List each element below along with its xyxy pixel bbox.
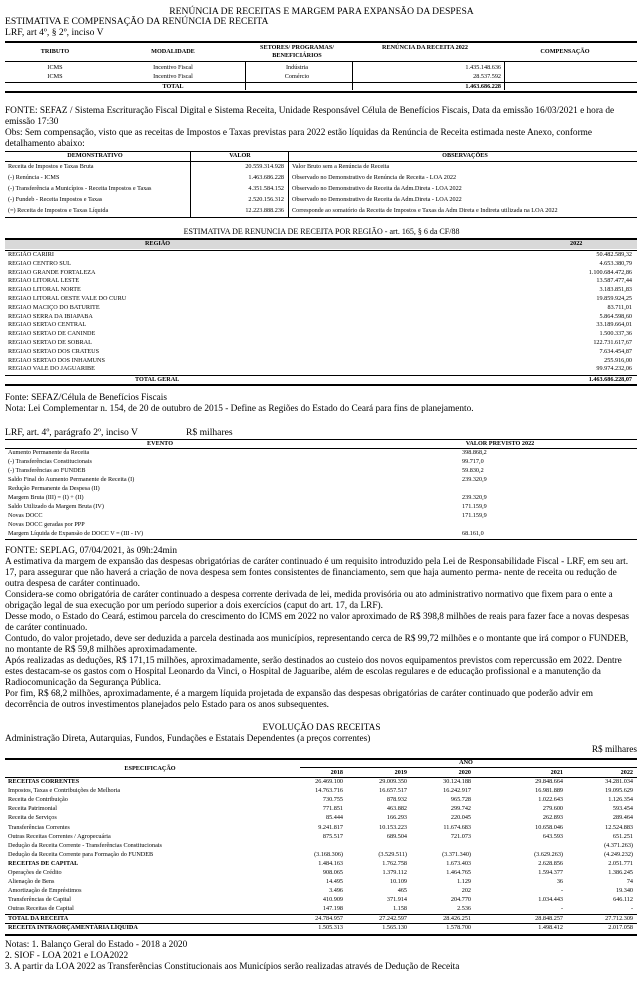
cell-especificacao: Operações de Crédito [8,869,62,876]
cell-valor: 11.674.683 [443,823,471,831]
cell-valor: 1.386.245 [608,869,633,876]
cell-valor: 10.153.223 [379,823,407,831]
cell-valor: 28.426.251 [443,914,471,922]
cell-valor: 19.095.629 [605,787,633,795]
region-table-title: ESTIMATIVA DE RENUNCIA DE RECEITA POR REGIÃO - art. 165, § 6 da CF/88 [183,227,460,236]
cell-regiao: REGIAO LITORAL NORTE [8,286,81,294]
cell-demonstrativo: (-) Transferência a Municípios - Receita Impostos e Taxas [8,185,152,192]
cell-regiao: REGIAO CENTRO SUL [8,259,71,267]
cell-valor: 10.658.046 [535,823,563,831]
total-value: 1.463.686.228 [465,83,501,90]
cell-valor: (4.371.263) [604,841,633,849]
cell-valor: 13.587.477,44 [596,277,632,285]
cell-valor: 4.351.584.152 [248,185,284,192]
cell-valor: 171.159,9 [462,512,487,519]
page-title: RENÚNCIA DE RECEITAS E MARGEM PARA EXPANSÃO DA DESPESA [169,6,474,17]
cell-especificacao: Receita Patrimonial [8,805,57,813]
cell-valor: 721.073 [450,832,471,840]
cell-valor: 9.241.817 [318,823,343,831]
cell-modalidade: Incentivo Fiscal [153,73,193,80]
cell-valor: 14.495 [325,878,343,886]
year-header: 2018 [330,769,343,776]
cell-valor: (3.529.511) [378,850,407,858]
cell-valor: 30.124.188 [443,778,471,785]
cell-valor: 29.009.350 [379,778,407,785]
region-total-value: 1.463.686.228,07 [588,376,632,383]
col-header-tributo: TRIBUTO [40,48,70,55]
table-rule [5,384,637,386]
cell-valor: 1.463.686.228 [248,174,284,181]
paragraph: Desse modo, o Estado do Ceará, estimou parcela do crescimento do ICMS em 2022 no valor aproximado de R$ 398,8 milhões de reais para fazer face a novas despesas de caráter continuado. [5,612,629,633]
cell-tributo: ICMS [47,73,63,80]
cell-valor: 2.536 [457,905,471,913]
cell-especificacao: Transferências Correntes [8,823,70,831]
cell-evento: Redução Permanente da Despesa (II) [8,485,100,492]
col-header-demonstrativo: DEMONSTRATIVO [67,152,123,159]
cell-valor: 74 [626,878,633,886]
note-2: 2. SIOF - LOA 2021 e LOA2022 [5,951,129,961]
cell-especificacao: Dedução da Receita Corrente para Formação do FUNDEB [8,850,154,858]
cell-valor: 7.634.454,87 [599,347,632,355]
cell-valor: 965.728 [450,796,471,804]
cell-valor: 14.763.716 [315,787,343,795]
cell-regiao: REGIAO SERRA DA IBIAPABA [8,312,93,320]
year-header: 2022 [620,769,633,776]
table-divider [352,62,353,90]
cell-valor: 771.851 [322,805,343,813]
cell-valor: 16.981.889 [535,787,563,795]
cell-tributo: ICMS [47,64,63,71]
cell-valor: 36 [556,878,563,886]
cell-valor: 50.482.589,32 [596,251,632,258]
cell-valor: 204.770 [450,896,471,904]
col-header-2022: 2022 [570,240,583,247]
cell-valor: 202 [461,887,471,895]
margin-unit: R$ milhares [186,427,233,438]
cell-demonstrativo: Receita de Impostos e Taxas Bruta [8,163,94,170]
cell-valor: 1.565.130 [382,923,407,931]
cell-especificacao: RECEITAS DE CAPITAL [8,859,79,867]
cell-evento: Novas DOCC geradas por PPP [8,521,85,528]
cell-demonstrativo: (-) Renúncia - ICMS [8,174,60,181]
table-rule [5,61,637,62]
cell-valor: (4.249.232) [604,850,633,858]
cell-valor: 279.600 [542,805,563,813]
cell-valor: 262.893 [542,814,563,822]
cell-valor: (3.371.340) [442,850,471,858]
cell-valor: 26.469.100 [315,778,343,785]
cell-valor: 12.524.883 [605,823,633,831]
cell-regiao: REGIAO LITORAL OESTE VALE DO CURU [8,295,127,302]
cell-especificacao: Outras Receitas Correntes / Agropecuária [8,832,111,840]
cell-regiao: REGIAO SERTAO DOS CRATEUS [8,347,100,355]
table-rule [5,217,637,218]
cell-valor: 1.126.354 [608,796,633,804]
col-header-modalidade: MODALIDADE [151,48,195,55]
cell-valor: 85.444 [325,814,343,822]
cell-valor: - [560,887,563,895]
cell-especificacao: TOTAL DA RECEITA [8,914,69,922]
cell-evento: Saldo Final do Aumento Permanente de Receita (I) [8,476,135,483]
cell-valor: 16.657.517 [379,787,407,795]
cell-renuncia: 28.537.592 [473,73,501,80]
region-note: Nota: Lei Complementar n. 154, de 20 de outubro de 2015 - Define as Regiões do Estado do Ceará para fins de planejamento. [5,404,474,414]
paragraph: Após realizadas as deduções, R$ 171,15 milhões, aproximadamente, serão destinados ao custeio dos novos equipamentos previstos com repercussão em 2022. Dentre estes destacam-se os gastos com o Hospital Leonardo da Vinci, o Hospital de Jaguaribe, além de escolas regulares e de educação profissional e a manutenção da Radiocomunicação da Segurança Pública. [5,656,622,688]
cell-valor: 1.673.403 [446,859,471,867]
cell-valor: 99.717,0 [462,458,484,465]
cell-valor: 19.859.924,25 [596,295,632,302]
cell-valor: 1.464.765 [446,869,471,876]
col-header-compensacao: COMPENSAÇÃO [540,48,590,55]
cell-valor: 3.496 [329,887,343,895]
cell-modalidade: Incentivo Fiscal [153,64,193,71]
cell-valor: 68.161,0 [462,530,484,537]
cell-valor: - [630,905,633,913]
cell-valor: 171.159,9 [462,503,487,510]
col-header-especificacao: ESPECIFICAÇÃO [124,765,176,772]
table-rule [5,91,637,93]
cell-valor: 27.712.309 [605,914,633,922]
paragraph: Considera-se como obrigatória de caráter continuado a despesa corrente derivada de lei, medida provisória ou ato administrativo normativo que fixem para o ente a obrigação legal de sua execução por um período superior a dois exercícios (caput do art. 17, da LRF). [5,590,613,611]
cell-valor: 4.653.380,79 [599,259,632,267]
cell-regiao: REGIAO SERTAO DE SOBRAL [8,339,92,346]
cell-evento: Margem Líquida de Expansão de DOCC V = (III - IV) [8,530,144,537]
cell-evento: (-) Transferências ao FUNDEB [8,467,86,474]
cell-valor: 83.711,01 [607,303,632,311]
cell-valor: 1.498.412 [538,923,563,931]
region-source: Fonte: SEFAZ/Célula de Benefícios Fiscais [5,393,167,403]
table-header-bg [5,240,637,249]
cell-valor: 1.034.443 [538,896,563,904]
cell-valor: 16.242.917 [443,787,471,795]
cell-valor: (3.629.263) [534,850,563,858]
cell-especificacao: Receita de Contribuição [8,796,68,804]
table-rule [300,767,637,768]
cell-valor: 1.100.684.472,86 [588,268,632,276]
cell-valor: 5.864.598,60 [599,312,632,320]
table-rule [5,82,637,83]
cell-valor: 730.755 [322,796,343,804]
cell-regiao: REGIÃO CARIRI [8,251,54,258]
col-header-renuncia: RENÚNCIA DA RECEITA 2022 [381,44,468,51]
cell-valor: 463.882 [386,805,407,813]
cell-valor: 1.158 [393,905,407,913]
observation-note: Obs: Sem compensação, visto que as receitas de Impostos e Taxas previstas para 2022 estão líquidas da Renúncia de Receita estimada neste Anexo, conforme detalhamento abaixo: [5,128,593,149]
cell-valor: 239.320,9 [462,494,487,501]
table-rule [5,41,637,43]
col-header-regiao: REGIÃO [145,240,171,247]
revenue-table-title: EVOLUÇÃO DAS RECEITAS [262,723,381,733]
table-divider [504,62,505,90]
cell-valor: 20.559.314.928 [245,163,284,170]
cell-especificacao: Receita de Serviços [8,814,57,822]
source-note: FONTE: SEFAZ / Sistema Escrituração Fiscal Digital e Sistema Receita, Unidade Responsável Célula de Benefícios Fiscais, Data da emissão 16/03/2021 e hora de emissão 17:30 [5,106,615,127]
cell-valor: (3.168.306) [314,850,343,858]
cell-valor: 220.045 [450,814,471,822]
cell-especificacao: Alienação de Bens [8,878,55,886]
cell-regiao: REGIAO MACIÇO DO BATURITE [8,303,100,311]
cell-observacao: Observado no Demonstrativo de Receita da Adm.Direta - LOA 2022 [292,196,462,203]
cell-valor: 1.022.643 [538,796,563,804]
cell-valor: 3.183.851,83 [599,286,632,294]
cell-especificacao: Outras Receitas de Capital [8,905,74,913]
cell-demonstrativo: (=) Receita de Impostos e Taxas Líquida [8,207,109,214]
cell-valor: 24.784.957 [315,914,343,922]
cell-evento: Novas DOCC [8,512,43,519]
paragraph: A estimativa da margem de expansão das despesas obrigatórias de caráter continuado é um requisito introduzido pela Lei de Responsabilidade Fiscal - LRF, em seu art. 17, para assegurar que não haverá a criação de nova despesa sem fontes consistentes de financiamento, sem que haja aumento perma- nente de receita ou redução de outra despesa de caráter continuado. [5,557,629,589]
seplag-source: FONTE: SEPLAG, 07/04/2021, às 09h:24min [5,546,177,556]
cell-valor: 1.578.700 [446,923,471,931]
cell-valor: 1.500.337,36 [599,330,632,338]
cell-evento: (-) Transferências Constitucionais [8,458,92,465]
cell-especificacao: Impostos, Taxas e Contribuições de Melhoria [8,787,121,795]
paragraph: Por fim, R$ 68,2 milhões, aproximadamente, é a margem líquida projetada de expansão das despesas obrigatórias de caráter continuado que poderão advir em decorrência de outros investimentos planejados pelo Estado para os anos subsequentes. [5,689,593,710]
table-divider [288,151,289,217]
cell-valor: 147.198 [322,905,343,913]
cell-observacao: Observado no Demonstrativo de Renúncia de Receita - LOA 2022 [292,174,457,181]
cell-observacao: Corresponde ao somatório da Receita de Impostos e Taxas da Adm Direta e Indireta utilizada na LOA 2022 [292,207,558,214]
cell-observacao: Valor Bruto sem a Renúncia de Receita [292,163,390,170]
region-total-label: TOTAL GERAL [135,376,180,383]
table-rule [5,539,637,540]
cell-valor: 299.742 [450,805,471,813]
cell-regiao: REGIAO SERTAO CENTRAL [8,321,87,329]
revenue-table-subtitle: Administração Direta, Autarquias, Fundos, Fundações e Estatais Dependentes (a preços correntes) [5,734,371,744]
cell-regiao: REGIAO VALE DO JAGUARIBE [8,365,95,373]
col-header-valor: VALOR [229,152,251,159]
cell-valor: 410.909 [322,896,343,904]
col-header-observacoes: OBSERVAÇÕES [442,152,488,159]
cell-valor: 59.830,2 [462,467,484,474]
cell-valor: 12.223.888.236 [245,207,284,214]
revenue-unit: R$ milhares [591,745,637,755]
cell-valor: 689.504 [386,832,407,840]
year-header: 2020 [458,769,471,776]
cell-especificacao: Amortização de Empréstimos [8,887,82,895]
cell-evento: Margem Bruta (III) = (I) + (II) [8,494,84,501]
cell-valor: 19.340 [615,887,633,895]
cell-valor: 1.762.758 [382,859,407,867]
cell-evento: Aumento Permanente da Receita [8,449,90,456]
cell-valor: 875.517 [322,832,343,840]
cell-setor: Comércio [284,73,310,80]
paragraph: Contudo, do valor projetado, deve ser deduzida a parcela destinada aos municípios, representando cerca de R$ 99,72 milhões e o montante que irá compor o FUNDEB, no montante de R$ 59,8 milhões aproximadamente. [5,634,629,655]
cell-valor: 99.974.232,06 [596,365,632,373]
table-rule [5,934,637,936]
cell-regiao: REGIAO SERTAO DE CANINDE [8,330,96,338]
col-header-evento: EVENTO [146,440,174,447]
cell-valor: 2.628.856 [538,859,563,867]
cell-valor: 1.129 [457,878,471,886]
cell-setor: Indústria [286,64,308,71]
cell-valor: 2.520.156.312 [248,196,284,203]
col-header-ano: ANO [459,759,473,766]
cell-valor: 593.454 [612,805,633,813]
col-header-setores: SETORES/ PROGRAMAS/ BENEFICIÁRIOS [260,44,334,59]
note-3: 3. A partir da LOA 2022 as Transferências Constitucionais aos Municípios serão realizadas através de Dedução de Receita [5,962,460,972]
cell-valor: 28.848.257 [535,914,563,922]
cell-renuncia: 1.435.148.636 [465,64,501,71]
cell-valor: 878.932 [386,796,407,804]
cell-valor: 2.051.771 [608,859,633,867]
cell-demonstrativo: (-) Fundeb - Receita Impostos e Taxas [8,196,103,203]
cell-valor: 122.731.617,67 [593,339,632,346]
cell-especificacao: Dedução da Receita Corrente - Transferências Constitucionais [8,841,162,849]
cell-valor: 166.293 [386,814,407,822]
cell-regiao: REGIAO GRANDE FORTALEZA [8,268,96,276]
cell-valor: 1.484.163 [318,859,343,867]
year-header: 2019 [394,769,407,776]
cell-valor: 1.594.377 [538,869,563,876]
cell-observacao: Observado no Demonstrativo de Receita da Adm.Direta - LOA 2022 [292,185,462,192]
table-rule [5,161,637,162]
section-subtitle: ESTIMATIVA E COMPENSAÇÃO DA RENÚNCIA DE RECEITA [5,16,269,27]
cell-valor: 255.916,00 [604,356,632,364]
cell-valor: 289.464 [612,814,633,822]
note-1: Notas: 1. Balanço Geral do Estado - 2018 a 2020 [5,940,188,950]
cell-especificacao: RECEITA INTRAORÇAMENTÁRIA LÍQUIDA [8,923,138,931]
cell-valor: - [560,905,563,913]
cell-valor: 646.112 [613,896,633,904]
cell-valor: 27.242.597 [379,914,407,922]
cell-especificacao: Transferências de Capital [8,896,72,904]
cell-valor: 651.251 [612,832,633,840]
cell-valor: 643.593 [542,832,563,840]
year-header: 2021 [550,769,563,776]
cell-valor: 465 [397,887,407,895]
cell-valor: 2.017.058 [608,923,633,931]
cell-valor: 10.109 [389,878,407,886]
col-header-valor-previsto: VALOR PREVISTO 2022 [465,440,535,447]
cell-valor: 1.379.112 [382,869,407,876]
cell-evento: Saldo Utilizado da Margem Bruta (IV) [8,503,104,510]
table-divider [190,151,191,217]
cell-valor: 239.320,9 [462,476,487,483]
cell-valor: 29.848.664 [535,778,563,785]
margin-legal-ref: LRF, art. 4º, parágrafo 2º, inciso V [5,427,138,438]
cell-valor: 371.914 [386,896,407,904]
cell-especificacao: RECEITAS CORRENTES [8,778,80,785]
cell-valor: 398.868,2 [462,449,487,456]
cell-regiao: REGIAO LITORAL LESTE [8,277,80,285]
cell-valor: 1.505.313 [318,923,343,931]
cell-valor: 908.065 [322,869,343,876]
cell-valor: 33.189.664,01 [596,321,632,329]
legal-reference: LRF, art 4º, § 2º, inciso V [5,27,104,38]
cell-valor: 34.281.034 [605,778,633,785]
total-label: TOTAL [162,83,184,90]
cell-regiao: REGIAO SERTAO DOS INHAMUNS [8,356,105,364]
